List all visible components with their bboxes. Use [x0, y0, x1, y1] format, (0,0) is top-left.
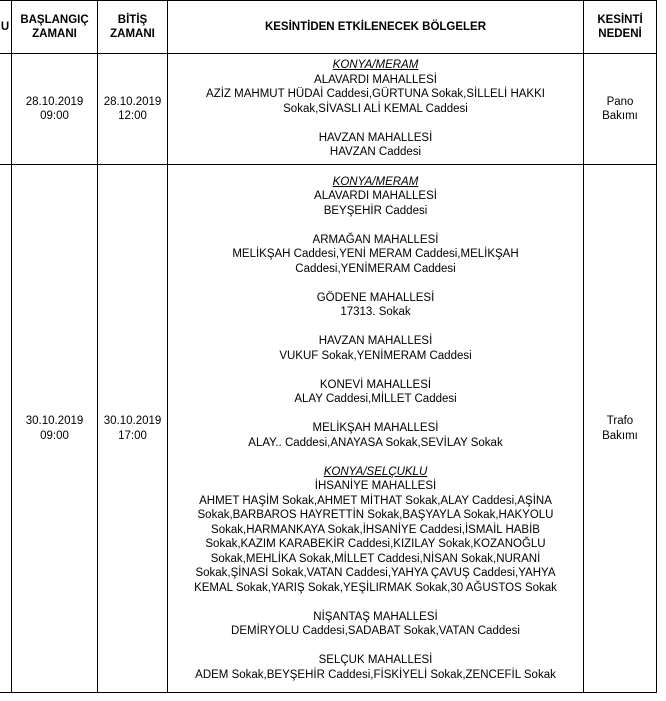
district-name: HAVZAN MAHALLESİ — [318, 131, 433, 144]
start-time-cell — [12, 54, 98, 165]
province-heading: KONYA/MERAM — [332, 59, 419, 72]
start-time-cell — [12, 165, 98, 693]
district-block — [168, 610, 583, 639]
table-row — [0, 165, 657, 693]
street-list: Sokak,MEHLİKA Sokak,MİLLET Caddesi,NİSAN Sokak,NURANİ — [210, 552, 541, 565]
district-block — [168, 653, 583, 682]
street-list: Sokak,BARBAROS HAYRETTİN Sokak,BAŞYAYLA Sokak,HAKYOLU — [197, 509, 554, 522]
affected-regions-cell — [168, 165, 584, 693]
street-list: VUKUF Sokak,YENİMERAM Caddesi — [279, 349, 472, 362]
district-name: HAVZAN MAHALLESİ — [318, 335, 433, 348]
start-date: 30.10.2019 — [25, 415, 84, 427]
district-name: MELİKŞAH MAHALLESİ — [312, 422, 439, 435]
street-list: 17313. Sokak — [340, 306, 411, 319]
street-list: KEMAL Sokak,YARIŞ Sokak,YEŞİLIRMAK Sokak,30 AĞUSTOS Sokak — [194, 581, 557, 594]
district-block — [168, 421, 583, 450]
end-date: 30.10.2019 — [103, 415, 162, 427]
clipped-column-cell — [0, 165, 12, 693]
reason-line: Trafo — [606, 415, 634, 427]
district-name: ARMAĞAN MAHALLESİ — [312, 233, 439, 246]
clipped-column-cell — [0, 54, 12, 165]
province-heading: KONYA/MERAM — [332, 175, 419, 188]
district-block — [168, 291, 583, 320]
end-hour: 17:00 — [118, 429, 147, 442]
district-block — [168, 334, 583, 363]
affected-regions-cell — [168, 54, 584, 165]
district-name: ALAVARDI MAHALLESİ — [314, 73, 437, 86]
street-list: Sokak,SİVASLI ALİ KEMAL Caddesi — [283, 102, 468, 115]
street-list: BEYŞEHİR Caddesi — [323, 204, 428, 217]
street-list: DEMİRYOLU Caddesi,SADABAT Sokak,VATAN Caddesi — [231, 625, 520, 638]
street-list: Sokak,KAZIM KARABEKİR Caddesi,KIZILAY Sokak,KOZANOĞLU — [205, 538, 546, 551]
district-block — [168, 233, 583, 277]
street-list: Sokak,HARMANKAYA Sokak,İHSANİYE Caddesi,İSMAİL HABİB — [211, 523, 540, 536]
start-hour: 09:00 — [40, 429, 69, 442]
province-heading: KONYA/SELÇUKLU — [323, 465, 428, 478]
header-outage-reason: KESİNTİ NEDENİ — [584, 1, 657, 54]
district-name: KONEVİ MAHALLESİ — [319, 378, 432, 391]
header-row — [0, 1, 657, 54]
end-time-cell — [98, 165, 168, 693]
district-block — [168, 189, 583, 218]
street-list: Sokak,ŞİNASİ Sokak,VATAN Caddesi,YAHYA ÇAVUŞ Caddesi,YAHYA — [195, 567, 556, 580]
end-hour: 12:00 — [118, 110, 147, 122]
header-clipped-column: U — [0, 1, 12, 54]
outage-reason-cell — [584, 165, 657, 693]
district-name: İHSANİYE MAHALLESİ — [314, 480, 437, 493]
street-list: ALAY Caddesi,MİLLET Caddesi — [294, 393, 457, 406]
district-block — [168, 131, 583, 160]
street-list: AZİZ MAHMUT HÜDAİ Caddesi,GÜRTUNA Sokak,SİLLELİ HAKKI — [206, 88, 545, 101]
reason-line: Bakımı — [602, 110, 638, 122]
district-name: ALAVARDI MAHALLESİ — [314, 190, 437, 203]
outage-reason-cell — [584, 54, 657, 165]
end-date: 28.10.2019 — [103, 95, 162, 108]
street-list: Caddesi,YENİMERAM Caddesi — [295, 262, 456, 275]
district-name: GÖDENE MAHALLESİ — [316, 291, 435, 304]
street-list: AHMET HAŞİM Sokak,AHMET MİTHAT Sokak,ALAY Caddesi,AŞİNA — [199, 494, 552, 507]
header-start-time: BAŞLANGIÇ ZAMANI — [12, 1, 98, 54]
street-list: ALAY.. Caddesi,ANAYASA Sokak,SEVİLAY Sokak — [248, 436, 503, 449]
header-affected-regions: KESİNTİDEN ETKİLENECEK BÖLGELER — [168, 1, 584, 54]
end-time-cell — [98, 54, 168, 165]
table-row — [0, 54, 657, 165]
district-name: NİŞANTAŞ MAHALLESİ — [313, 610, 438, 623]
street-list: HAVZAN Caddesi — [329, 146, 422, 159]
district-block — [168, 479, 583, 595]
district-block — [168, 378, 583, 407]
reason-line: Bakımı — [602, 429, 638, 442]
street-list: ADEM Sokak,BEYŞEHİR Caddesi,FİSKİYELİ Sokak,ZENCEFİL Sokak — [195, 668, 556, 681]
start-hour: 09:00 — [40, 110, 69, 122]
start-date: 28.10.2019 — [25, 95, 84, 108]
district-block — [168, 73, 583, 117]
district-name: SELÇUK MAHALLESİ — [318, 654, 433, 667]
header-end-time: BİTİŞ ZAMANI — [98, 1, 168, 54]
reason-line: Pano — [606, 95, 634, 108]
street-list: MELİKŞAH Caddesi,YENİ MERAM Caddesi,MELİKŞAH — [232, 248, 519, 261]
